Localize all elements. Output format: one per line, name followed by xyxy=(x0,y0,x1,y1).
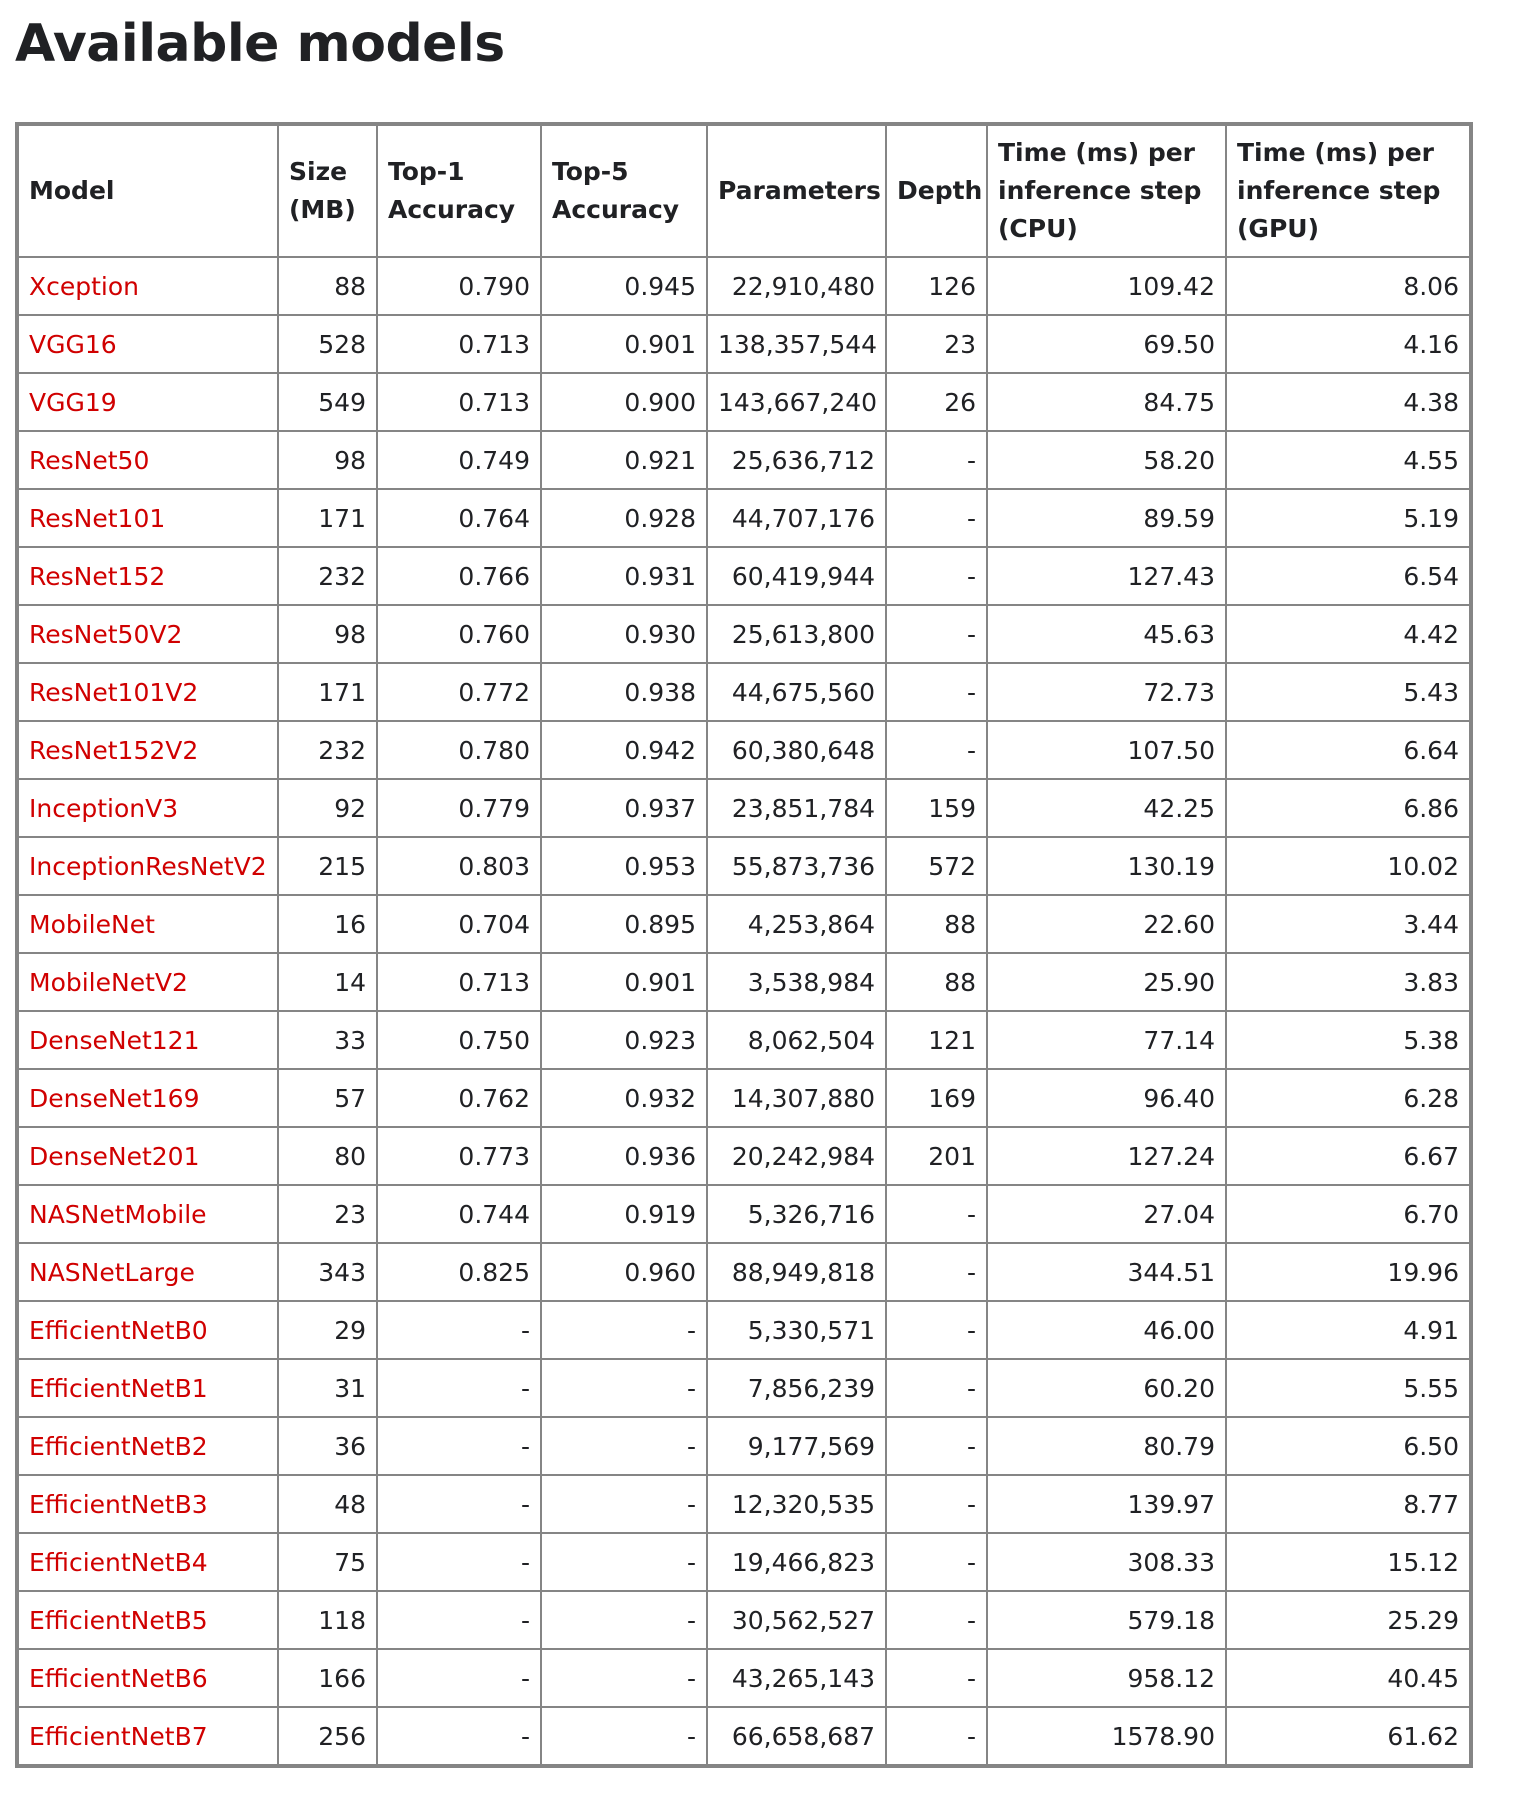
model-link[interactable]: DenseNet201 xyxy=(29,1141,200,1171)
cell-depth: - xyxy=(886,489,987,547)
cell-model xyxy=(17,1185,278,1243)
cell-model xyxy=(17,721,278,779)
cell-top1-accuracy: 0.790 xyxy=(377,257,541,315)
model-link[interactable]: EfficientNetB1 xyxy=(29,1373,208,1403)
cell-parameters: 44,707,176 xyxy=(707,489,886,547)
cell-top5-accuracy: 0.932 xyxy=(541,1069,707,1127)
cell-top5-accuracy: 0.901 xyxy=(541,315,707,373)
cell-gpu-time: 6.54 xyxy=(1226,547,1471,605)
table-row xyxy=(17,1591,1471,1649)
cell-top5-accuracy: 0.930 xyxy=(541,605,707,663)
cell-parameters: 22,910,480 xyxy=(707,257,886,315)
cell-top5-accuracy: - xyxy=(541,1301,707,1359)
cell-top1-accuracy: 0.780 xyxy=(377,721,541,779)
table-row xyxy=(17,663,1471,721)
cell-gpu-time: 5.43 xyxy=(1226,663,1471,721)
table-row xyxy=(17,895,1471,953)
cell-model xyxy=(17,1649,278,1707)
cell-parameters: 23,851,784 xyxy=(707,779,886,837)
cell-size: 528 xyxy=(278,315,377,373)
table-row xyxy=(17,1417,1471,1475)
cell-gpu-time: 4.55 xyxy=(1226,431,1471,489)
cell-top1-accuracy: 0.764 xyxy=(377,489,541,547)
table-row xyxy=(17,837,1471,895)
cell-parameters: 5,330,571 xyxy=(707,1301,886,1359)
cell-cpu-time: 42.25 xyxy=(987,779,1226,837)
cell-gpu-time: 15.12 xyxy=(1226,1533,1471,1591)
model-link[interactable]: InceptionV3 xyxy=(29,793,179,823)
model-link[interactable]: ResNet101V2 xyxy=(29,677,199,707)
cell-parameters: 60,419,944 xyxy=(707,547,886,605)
model-link[interactable]: ResNet152V2 xyxy=(29,735,199,765)
cell-gpu-time: 4.42 xyxy=(1226,605,1471,663)
cell-parameters: 5,326,716 xyxy=(707,1185,886,1243)
cell-cpu-time: 344.51 xyxy=(987,1243,1226,1301)
cell-size: 343 xyxy=(278,1243,377,1301)
cell-depth: - xyxy=(886,1359,987,1417)
cell-depth: - xyxy=(886,1533,987,1591)
cell-top1-accuracy: - xyxy=(377,1417,541,1475)
model-link[interactable]: EfficientNetB6 xyxy=(29,1663,208,1693)
cell-top5-accuracy: 0.936 xyxy=(541,1127,707,1185)
cell-top5-accuracy: 0.942 xyxy=(541,721,707,779)
cell-top5-accuracy: 0.938 xyxy=(541,663,707,721)
cell-parameters: 44,675,560 xyxy=(707,663,886,721)
cell-parameters: 30,562,527 xyxy=(707,1591,886,1649)
cell-model xyxy=(17,779,278,837)
cell-depth: 26 xyxy=(886,373,987,431)
table-body xyxy=(17,257,1471,1766)
model-link[interactable]: MobileNetV2 xyxy=(29,967,188,997)
model-link[interactable]: EfficientNetB5 xyxy=(29,1605,208,1635)
cell-gpu-time: 5.38 xyxy=(1226,1011,1471,1069)
model-link[interactable]: DenseNet169 xyxy=(29,1083,200,1113)
model-link[interactable]: VGG16 xyxy=(29,329,117,359)
table-row xyxy=(17,489,1471,547)
cell-depth: 23 xyxy=(886,315,987,373)
table-row xyxy=(17,1475,1471,1533)
cell-cpu-time: 107.50 xyxy=(987,721,1226,779)
cell-model xyxy=(17,431,278,489)
cell-depth: - xyxy=(886,1475,987,1533)
cell-cpu-time: 22.60 xyxy=(987,895,1226,953)
cell-top1-accuracy: 0.704 xyxy=(377,895,541,953)
cell-top1-accuracy: - xyxy=(377,1301,541,1359)
cell-gpu-time: 6.70 xyxy=(1226,1185,1471,1243)
cell-cpu-time: 96.40 xyxy=(987,1069,1226,1127)
cell-parameters: 9,177,569 xyxy=(707,1417,886,1475)
cell-parameters: 4,253,864 xyxy=(707,895,886,953)
cell-cpu-time: 127.24 xyxy=(987,1127,1226,1185)
cell-model xyxy=(17,1301,278,1359)
cell-model xyxy=(17,605,278,663)
cell-depth: 159 xyxy=(886,779,987,837)
cell-model xyxy=(17,1417,278,1475)
cell-size: 75 xyxy=(278,1533,377,1591)
cell-top1-accuracy: - xyxy=(377,1591,541,1649)
cell-top1-accuracy: 0.803 xyxy=(377,837,541,895)
cell-parameters: 43,265,143 xyxy=(707,1649,886,1707)
cell-cpu-time: 77.14 xyxy=(987,1011,1226,1069)
cell-size: 98 xyxy=(278,431,377,489)
cell-parameters: 138,357,544 xyxy=(707,315,886,373)
cell-parameters: 66,658,687 xyxy=(707,1707,886,1766)
table-row xyxy=(17,779,1471,837)
cell-gpu-time: 6.67 xyxy=(1226,1127,1471,1185)
table-row xyxy=(17,1359,1471,1417)
cell-cpu-time: 308.33 xyxy=(987,1533,1226,1591)
cell-gpu-time: 6.64 xyxy=(1226,721,1471,779)
header-size: Size (MB) xyxy=(278,124,377,257)
cell-model xyxy=(17,1533,278,1591)
model-link[interactable]: ResNet101 xyxy=(29,503,166,533)
cell-parameters: 88,949,818 xyxy=(707,1243,886,1301)
cell-gpu-time: 3.44 xyxy=(1226,895,1471,953)
model-link[interactable]: VGG19 xyxy=(29,387,117,417)
model-link[interactable]: InceptionResNetV2 xyxy=(29,851,267,881)
cell-cpu-time: 46.00 xyxy=(987,1301,1226,1359)
cell-top5-accuracy: 0.945 xyxy=(541,257,707,315)
cell-depth: - xyxy=(886,605,987,663)
cell-depth: 121 xyxy=(886,1011,987,1069)
model-link[interactable]: ResNet50 xyxy=(29,445,150,475)
cell-size: 98 xyxy=(278,605,377,663)
table-row xyxy=(17,1533,1471,1591)
model-link[interactable]: EfficientNetB3 xyxy=(29,1489,208,1519)
cell-parameters: 12,320,535 xyxy=(707,1475,886,1533)
cell-gpu-time: 8.77 xyxy=(1226,1475,1471,1533)
cell-size: 215 xyxy=(278,837,377,895)
cell-size: 80 xyxy=(278,1127,377,1185)
table-row xyxy=(17,547,1471,605)
table-row xyxy=(17,1011,1471,1069)
model-link[interactable]: EfficientNetB4 xyxy=(29,1547,208,1577)
cell-model xyxy=(17,1011,278,1069)
model-link[interactable]: ResNet152 xyxy=(29,561,166,591)
cell-model xyxy=(17,373,278,431)
cell-parameters: 3,538,984 xyxy=(707,953,886,1011)
cell-parameters: 7,856,239 xyxy=(707,1359,886,1417)
cell-model xyxy=(17,1707,278,1766)
cell-depth: - xyxy=(886,547,987,605)
cell-size: 16 xyxy=(278,895,377,953)
cell-top5-accuracy: 0.931 xyxy=(541,547,707,605)
cell-top5-accuracy: - xyxy=(541,1649,707,1707)
cell-size: 36 xyxy=(278,1417,377,1475)
table-row xyxy=(17,315,1471,373)
cell-top5-accuracy: 0.928 xyxy=(541,489,707,547)
cell-top5-accuracy: 0.953 xyxy=(541,837,707,895)
model-link[interactable]: EfficientNetB0 xyxy=(29,1315,208,1345)
cell-size: 171 xyxy=(278,663,377,721)
cell-top1-accuracy: 0.762 xyxy=(377,1069,541,1127)
cell-depth: - xyxy=(886,1185,987,1243)
cell-top5-accuracy: 0.901 xyxy=(541,953,707,1011)
cell-top1-accuracy: 0.760 xyxy=(377,605,541,663)
cell-gpu-time: 4.38 xyxy=(1226,373,1471,431)
cell-gpu-time: 25.29 xyxy=(1226,1591,1471,1649)
cell-top1-accuracy: - xyxy=(377,1475,541,1533)
cell-cpu-time: 109.42 xyxy=(987,257,1226,315)
model-link[interactable]: EfficientNetB2 xyxy=(29,1431,208,1461)
cell-gpu-time: 6.50 xyxy=(1226,1417,1471,1475)
cell-size: 232 xyxy=(278,721,377,779)
cell-top5-accuracy: - xyxy=(541,1417,707,1475)
cell-parameters: 14,307,880 xyxy=(707,1069,886,1127)
cell-cpu-time: 45.63 xyxy=(987,605,1226,663)
cell-top1-accuracy: 0.779 xyxy=(377,779,541,837)
cell-depth: - xyxy=(886,1707,987,1766)
cell-model xyxy=(17,895,278,953)
cell-gpu-time: 40.45 xyxy=(1226,1649,1471,1707)
cell-size: 57 xyxy=(278,1069,377,1127)
cell-cpu-time: 25.90 xyxy=(987,953,1226,1011)
page-title: Available models xyxy=(15,14,505,74)
cell-cpu-time: 84.75 xyxy=(987,373,1226,431)
cell-top1-accuracy: 0.773 xyxy=(377,1127,541,1185)
table-row xyxy=(17,1127,1471,1185)
cell-top1-accuracy: 0.825 xyxy=(377,1243,541,1301)
header-depth: Depth xyxy=(886,124,987,257)
cell-top5-accuracy: - xyxy=(541,1533,707,1591)
cell-model xyxy=(17,1475,278,1533)
table-row xyxy=(17,1185,1471,1243)
cell-model xyxy=(17,837,278,895)
cell-top5-accuracy: 0.900 xyxy=(541,373,707,431)
cell-size: 23 xyxy=(278,1185,377,1243)
cell-model xyxy=(17,489,278,547)
cell-cpu-time: 127.43 xyxy=(987,547,1226,605)
cell-top1-accuracy: - xyxy=(377,1533,541,1591)
table-row xyxy=(17,1301,1471,1359)
cell-gpu-time: 4.16 xyxy=(1226,315,1471,373)
cell-parameters: 8,062,504 xyxy=(707,1011,886,1069)
model-link[interactable]: NASNetLarge xyxy=(29,1257,195,1287)
cell-top1-accuracy: 0.713 xyxy=(377,373,541,431)
table-row xyxy=(17,257,1471,315)
cell-cpu-time: 1578.90 xyxy=(987,1707,1226,1766)
cell-top1-accuracy: - xyxy=(377,1359,541,1417)
cell-top1-accuracy: 0.713 xyxy=(377,953,541,1011)
cell-model xyxy=(17,1243,278,1301)
cell-top5-accuracy: - xyxy=(541,1475,707,1533)
cell-top1-accuracy: 0.772 xyxy=(377,663,541,721)
cell-depth: 169 xyxy=(886,1069,987,1127)
model-link[interactable]: EfficientNetB7 xyxy=(29,1721,208,1751)
model-link[interactable]: ResNet50V2 xyxy=(29,619,183,649)
cell-top5-accuracy: - xyxy=(541,1707,707,1766)
table-row xyxy=(17,431,1471,489)
cell-size: 92 xyxy=(278,779,377,837)
table-row xyxy=(17,721,1471,779)
cell-parameters: 55,873,736 xyxy=(707,837,886,895)
cell-cpu-time: 69.50 xyxy=(987,315,1226,373)
cell-top1-accuracy: 0.713 xyxy=(377,315,541,373)
cell-top5-accuracy: 0.921 xyxy=(541,431,707,489)
model-link[interactable]: MobileNet xyxy=(29,909,155,939)
cell-gpu-time: 4.91 xyxy=(1226,1301,1471,1359)
cell-cpu-time: 139.97 xyxy=(987,1475,1226,1533)
model-link[interactable]: NASNetMobile xyxy=(29,1199,207,1229)
cell-size: 256 xyxy=(278,1707,377,1766)
table-row xyxy=(17,373,1471,431)
cell-parameters: 19,466,823 xyxy=(707,1533,886,1591)
cell-parameters: 60,380,648 xyxy=(707,721,886,779)
cell-depth: - xyxy=(886,431,987,489)
cell-depth: 201 xyxy=(886,1127,987,1185)
cell-size: 166 xyxy=(278,1649,377,1707)
cell-top5-accuracy: 0.960 xyxy=(541,1243,707,1301)
cell-size: 171 xyxy=(278,489,377,547)
model-link[interactable]: Xception xyxy=(29,271,140,301)
cell-size: 14 xyxy=(278,953,377,1011)
cell-top1-accuracy: 0.766 xyxy=(377,547,541,605)
cell-size: 232 xyxy=(278,547,377,605)
cell-top5-accuracy: 0.937 xyxy=(541,779,707,837)
cell-gpu-time: 5.19 xyxy=(1226,489,1471,547)
cell-depth: - xyxy=(886,1591,987,1649)
cell-top5-accuracy: 0.895 xyxy=(541,895,707,953)
cell-top1-accuracy: 0.750 xyxy=(377,1011,541,1069)
cell-depth: - xyxy=(886,721,987,779)
cell-model xyxy=(17,663,278,721)
table-row xyxy=(17,1243,1471,1301)
cell-parameters: 25,613,800 xyxy=(707,605,886,663)
cell-size: 48 xyxy=(278,1475,377,1533)
cell-parameters: 20,242,984 xyxy=(707,1127,886,1185)
cell-model xyxy=(17,257,278,315)
cell-top1-accuracy: 0.749 xyxy=(377,431,541,489)
cell-gpu-time: 19.96 xyxy=(1226,1243,1471,1301)
cell-cpu-time: 27.04 xyxy=(987,1185,1226,1243)
cell-top1-accuracy: - xyxy=(377,1649,541,1707)
header-gpu-time: Time (ms) per inference step (GPU) xyxy=(1226,124,1471,257)
cell-size: 118 xyxy=(278,1591,377,1649)
cell-parameters: 25,636,712 xyxy=(707,431,886,489)
cell-size: 88 xyxy=(278,257,377,315)
cell-depth: - xyxy=(886,1301,987,1359)
cell-depth: 572 xyxy=(886,837,987,895)
header-row xyxy=(17,124,1471,257)
header-top1-accuracy: Top-1 Accuracy xyxy=(377,124,541,257)
cell-model xyxy=(17,1591,278,1649)
cell-model xyxy=(17,1359,278,1417)
cell-model xyxy=(17,315,278,373)
cell-cpu-time: 579.18 xyxy=(987,1591,1226,1649)
cell-model xyxy=(17,953,278,1011)
cell-model xyxy=(17,1069,278,1127)
cell-cpu-time: 72.73 xyxy=(987,663,1226,721)
cell-top5-accuracy: 0.919 xyxy=(541,1185,707,1243)
table-row xyxy=(17,953,1471,1011)
cell-cpu-time: 89.59 xyxy=(987,489,1226,547)
cell-depth: 126 xyxy=(886,257,987,315)
cell-gpu-time: 6.28 xyxy=(1226,1069,1471,1127)
cell-depth: - xyxy=(886,1243,987,1301)
table-row xyxy=(17,1649,1471,1707)
cell-depth: - xyxy=(886,1649,987,1707)
cell-model xyxy=(17,1127,278,1185)
cell-top5-accuracy: 0.923 xyxy=(541,1011,707,1069)
cell-top5-accuracy: - xyxy=(541,1591,707,1649)
cell-top1-accuracy: - xyxy=(377,1707,541,1766)
header-cpu-time: Time (ms) per inference step (CPU) xyxy=(987,124,1226,257)
cell-cpu-time: 58.20 xyxy=(987,431,1226,489)
cell-gpu-time: 6.86 xyxy=(1226,779,1471,837)
cell-gpu-time: 3.83 xyxy=(1226,953,1471,1011)
header-parameters: Parameters xyxy=(707,124,886,257)
table-row xyxy=(17,1707,1471,1766)
cell-size: 29 xyxy=(278,1301,377,1359)
cell-depth: 88 xyxy=(886,953,987,1011)
header-model: Model xyxy=(17,124,278,257)
cell-depth: 88 xyxy=(886,895,987,953)
cell-gpu-time: 61.62 xyxy=(1226,1707,1471,1766)
cell-cpu-time: 60.20 xyxy=(987,1359,1226,1417)
table-row xyxy=(17,1069,1471,1127)
model-link[interactable]: DenseNet121 xyxy=(29,1025,200,1055)
models-table xyxy=(15,122,1473,1768)
cell-cpu-time: 958.12 xyxy=(987,1649,1226,1707)
table-header xyxy=(17,124,1471,257)
cell-depth: - xyxy=(886,1417,987,1475)
cell-cpu-time: 130.19 xyxy=(987,837,1226,895)
table-row xyxy=(17,605,1471,663)
cell-cpu-time: 80.79 xyxy=(987,1417,1226,1475)
cell-size: 31 xyxy=(278,1359,377,1417)
cell-top1-accuracy: 0.744 xyxy=(377,1185,541,1243)
cell-gpu-time: 8.06 xyxy=(1226,257,1471,315)
cell-size: 33 xyxy=(278,1011,377,1069)
cell-parameters: 143,667,240 xyxy=(707,373,886,431)
cell-model xyxy=(17,547,278,605)
cell-gpu-time: 5.55 xyxy=(1226,1359,1471,1417)
cell-depth: - xyxy=(886,663,987,721)
cell-top5-accuracy: - xyxy=(541,1359,707,1417)
cell-size: 549 xyxy=(278,373,377,431)
header-top5-accuracy: Top-5 Accuracy xyxy=(541,124,707,257)
cell-gpu-time: 10.02 xyxy=(1226,837,1471,895)
